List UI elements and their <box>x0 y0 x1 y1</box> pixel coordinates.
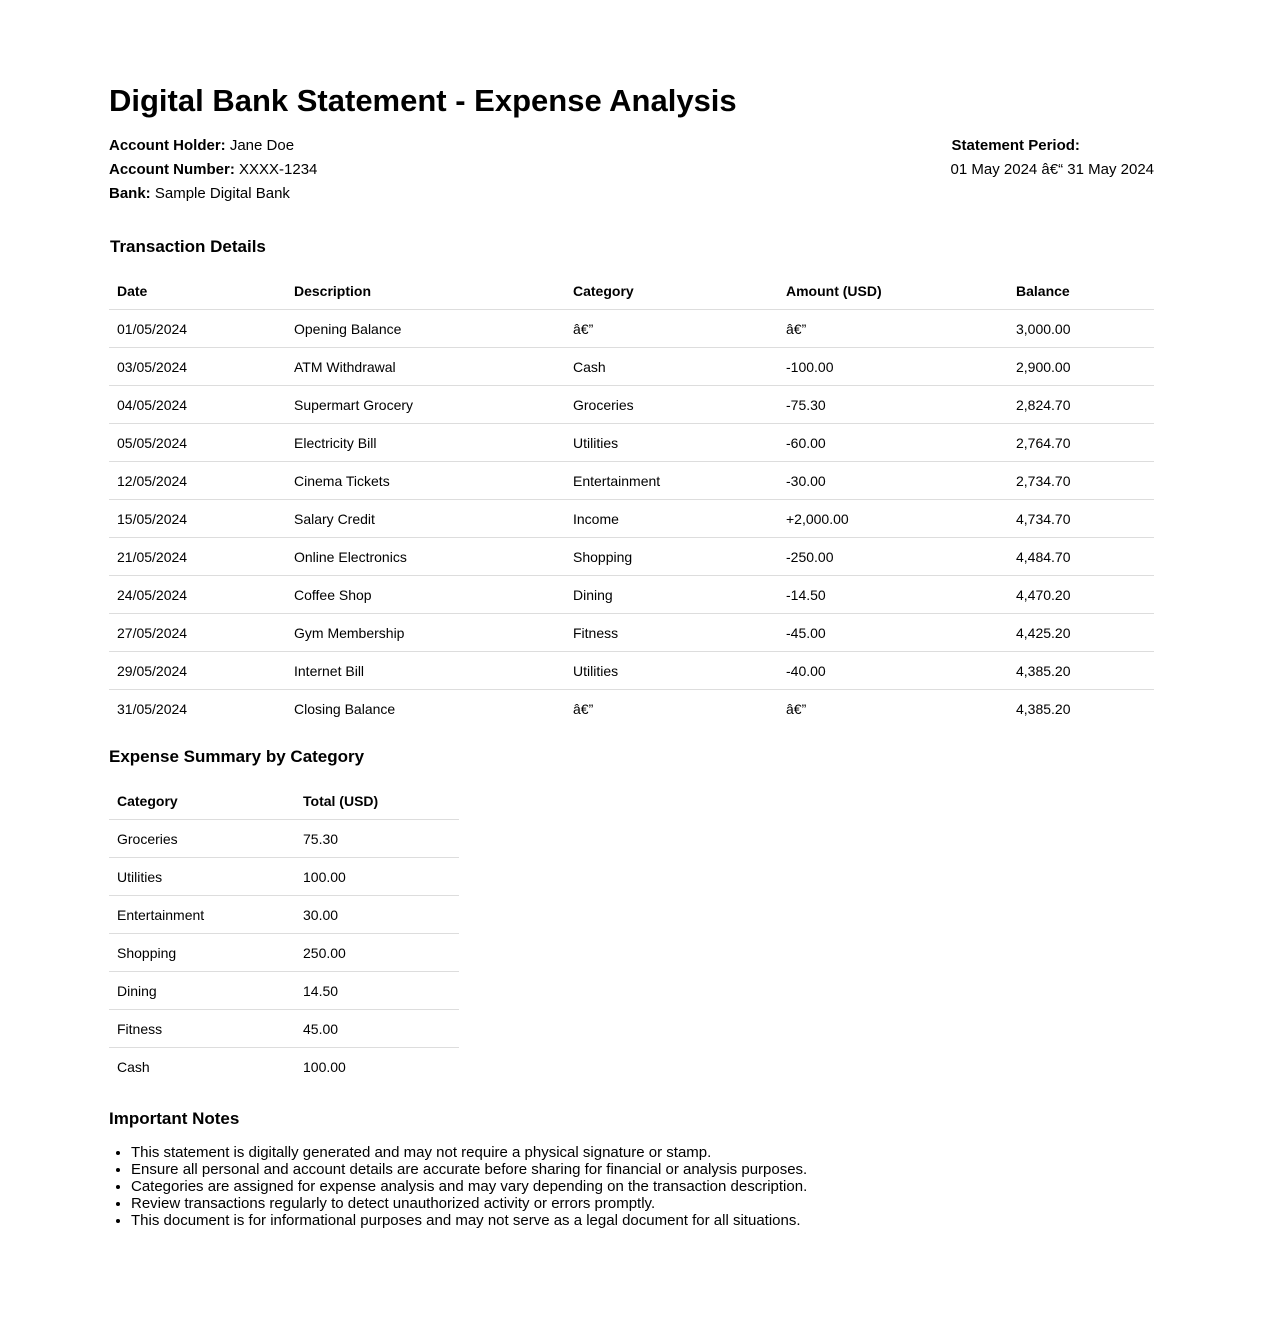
account-holder-value: Jane Doe <box>229 137 295 154</box>
cell-category: Dining <box>109 972 295 1010</box>
cell-balance: 2,734.70 <box>1008 462 1154 500</box>
column-header-category: Category <box>117 792 178 809</box>
table-row <box>109 386 1154 424</box>
list-item: • This document is for informational purposes and may not serve as a legal document for all situations. <box>131 1212 891 1229</box>
cell-total: 14.50 <box>295 972 459 1010</box>
cell-balance: 2,824.70 <box>1008 386 1154 424</box>
cell-date: 01/05/2024 <box>109 310 286 348</box>
column-header-category: Category <box>573 282 634 299</box>
cell-date: 24/05/2024 <box>109 576 286 614</box>
cell-category: Shopping <box>109 934 295 972</box>
table-row <box>109 820 459 858</box>
page-title: Digital Bank Statement - Expense Analysis <box>109 83 737 118</box>
expense-summary-table <box>109 782 459 1085</box>
cell-category: Utilities <box>565 652 778 690</box>
statement-period-value: 01 May 2024 â€“ 31 May 2024 <box>950 161 1154 178</box>
cell-balance: 2,764.70 <box>1008 424 1154 462</box>
list-item: • This statement is digitally generated and may not require a physical signature or stamp. <box>131 1144 891 1161</box>
account-number-row <box>109 158 317 182</box>
cell-amount: -30.00 <box>778 462 1008 500</box>
cell-category: Dining <box>565 576 778 614</box>
cell-description: Electricity Bill <box>286 424 565 462</box>
expense-summary-heading: Expense Summary by Category <box>109 747 365 766</box>
bank-value: Sample Digital Bank <box>154 185 290 202</box>
account-number-label: Account Number: <box>109 161 235 178</box>
cell-total: 250.00 <box>295 934 459 972</box>
bank-label: Bank: <box>109 185 151 202</box>
cell-date: 04/05/2024 <box>109 386 286 424</box>
cell-description: Online Electronics <box>286 538 565 576</box>
cell-amount: â€” <box>778 690 1008 728</box>
cell-category: Fitness <box>109 1010 295 1048</box>
table-row <box>109 972 459 1010</box>
table-row <box>109 576 1154 614</box>
cell-date: 15/05/2024 <box>109 500 286 538</box>
cell-balance: 4,484.70 <box>1008 538 1154 576</box>
account-number-value: XXXX-1234 <box>239 161 318 178</box>
cell-category: Utilities <box>109 858 295 896</box>
list-item: • Ensure all personal and account details are accurate before sharing for financial or analysis purposes. <box>131 1161 891 1178</box>
cell-category: Entertainment <box>109 896 295 934</box>
cell-balance: 3,000.00 <box>1008 310 1154 348</box>
cell-description: ATM Withdrawal <box>286 348 565 386</box>
cell-description: Coffee Shop <box>286 576 565 614</box>
cell-description: Supermart Grocery <box>286 386 565 424</box>
account-info <box>109 134 317 206</box>
table-row <box>109 690 1154 728</box>
cell-balance: 4,385.20 <box>1008 690 1154 728</box>
table-row <box>109 538 1154 576</box>
column-header-amount: Amount (USD) <box>786 282 882 299</box>
transaction-header-row <box>109 272 1154 310</box>
column-header-total: Total (USD) <box>303 792 379 809</box>
table-row <box>109 934 459 972</box>
table-row <box>109 1048 459 1086</box>
cell-description: Opening Balance <box>286 310 565 348</box>
cell-date: 29/05/2024 <box>109 652 286 690</box>
cell-amount: -250.00 <box>778 538 1008 576</box>
table-row <box>109 462 1154 500</box>
cell-description: Salary Credit <box>286 500 565 538</box>
cell-balance: 4,425.20 <box>1008 614 1154 652</box>
cell-category: â€” <box>565 690 778 728</box>
important-notes-list <box>109 1144 891 1229</box>
account-holder-label: Account Holder: <box>109 137 226 154</box>
cell-total: 100.00 <box>295 1048 459 1086</box>
statement-period-label: Statement Period: <box>951 137 1080 154</box>
cell-total: 100.00 <box>295 858 459 896</box>
cell-amount: -45.00 <box>778 614 1008 652</box>
table-row <box>109 424 1154 462</box>
cell-date: 31/05/2024 <box>109 690 286 728</box>
column-header-description: Description <box>294 282 372 299</box>
table-row <box>109 614 1154 652</box>
cell-total: 30.00 <box>295 896 459 934</box>
summary-header-row <box>109 782 459 820</box>
cell-category: Utilities <box>565 424 778 462</box>
cell-category: Entertainment <box>565 462 778 500</box>
column-header-balance: Balance <box>1016 282 1070 299</box>
cell-date: 21/05/2024 <box>109 538 286 576</box>
table-row <box>109 858 459 896</box>
cell-amount: -40.00 <box>778 652 1008 690</box>
cell-category: Groceries <box>109 820 295 858</box>
table-row <box>109 652 1154 690</box>
column-header-date: Date <box>117 282 148 299</box>
cell-category: Cash <box>109 1048 295 1086</box>
cell-description: Closing Balance <box>286 690 565 728</box>
cell-category: Shopping <box>565 538 778 576</box>
cell-amount: -14.50 <box>778 576 1008 614</box>
cell-amount: -100.00 <box>778 348 1008 386</box>
list-item: • Review transactions regularly to detect unauthorized activity or errors promptly. <box>131 1195 891 1212</box>
cell-balance: 4,470.20 <box>1008 576 1154 614</box>
cell-amount: +2,000.00 <box>778 500 1008 538</box>
cell-category: Cash <box>565 348 778 386</box>
transaction-table <box>109 272 1154 727</box>
cell-description: Cinema Tickets <box>286 462 565 500</box>
table-row <box>109 348 1154 386</box>
cell-date: 05/05/2024 <box>109 424 286 462</box>
cell-date: 03/05/2024 <box>109 348 286 386</box>
table-row <box>109 896 459 934</box>
cell-category: â€” <box>565 310 778 348</box>
cell-description: Gym Membership <box>286 614 565 652</box>
transaction-details-heading: Transaction Details <box>110 237 266 256</box>
cell-balance: 2,900.00 <box>1008 348 1154 386</box>
cell-description: Internet Bill <box>286 652 565 690</box>
cell-amount: -60.00 <box>778 424 1008 462</box>
cell-balance: 4,385.20 <box>1008 652 1154 690</box>
cell-date: 12/05/2024 <box>109 462 286 500</box>
table-row <box>109 1010 459 1048</box>
cell-category: Income <box>565 500 778 538</box>
account-holder-row <box>109 134 317 158</box>
statement-period <box>951 134 1154 182</box>
table-row <box>109 310 1154 348</box>
cell-balance: 4,734.70 <box>1008 500 1154 538</box>
table-row <box>109 500 1154 538</box>
list-item: • Categories are assigned for expense analysis and may vary depending on the transaction description. <box>131 1178 891 1195</box>
cell-category: Groceries <box>565 386 778 424</box>
bank-row <box>109 182 317 206</box>
cell-category: Fitness <box>565 614 778 652</box>
cell-amount: â€” <box>778 310 1008 348</box>
cell-date: 27/05/2024 <box>109 614 286 652</box>
cell-amount: -75.30 <box>778 386 1008 424</box>
important-notes-heading: Important Notes <box>109 1109 240 1128</box>
cell-total: 75.30 <box>295 820 459 858</box>
cell-total: 45.00 <box>295 1010 459 1048</box>
